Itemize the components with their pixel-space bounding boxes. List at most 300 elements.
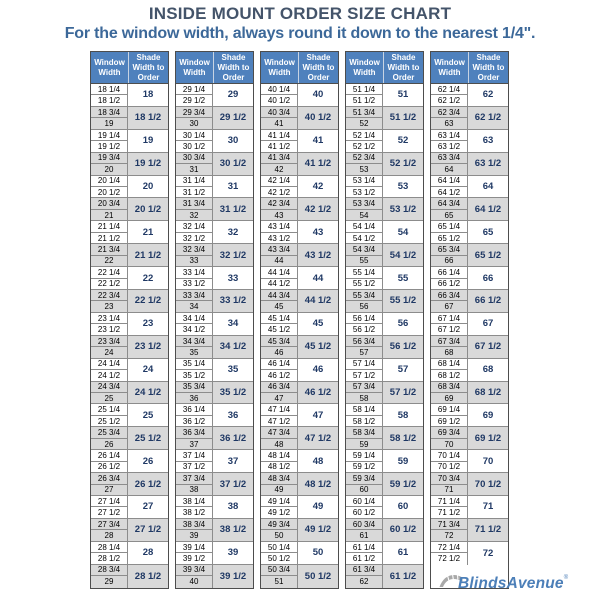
window-width-cell: 63 [431, 118, 468, 129]
shade-width-cell: 50 1/2 [298, 565, 338, 588]
column-header-window-width: Window Width [346, 52, 383, 83]
shade-width-cell: 46 [298, 359, 338, 382]
size-row-pair [176, 313, 253, 336]
size-row-pair [346, 542, 423, 565]
size-row-pair [431, 313, 508, 336]
shade-width-cell: 26 1/2 [128, 473, 168, 496]
shade-width-cell: 50 [298, 542, 338, 565]
shade-width-cell: 55 [383, 267, 423, 290]
shade-width-cell: 67 1/2 [468, 336, 508, 359]
shade-width-cell: 70 1/2 [468, 473, 508, 496]
window-width-cell: 56 1/4 [346, 313, 383, 324]
window-width-cell: 68 1/2 [431, 370, 468, 381]
window-width-column [346, 336, 383, 359]
column-header-window-width: Window Width [431, 52, 468, 83]
shade-width-cell: 53 1/2 [383, 198, 423, 221]
size-row-pair [176, 198, 253, 221]
window-width-cell: 42 1/4 [261, 176, 298, 187]
window-width-column [261, 84, 298, 107]
window-width-column [346, 565, 383, 588]
window-width-column [176, 176, 213, 199]
size-row-pair [346, 496, 423, 519]
window-width-cell: 65 1/4 [431, 221, 468, 232]
window-width-column [176, 565, 213, 588]
shade-width-cell: 33 1/2 [213, 290, 253, 313]
window-width-column [176, 198, 213, 221]
window-width-cell: 27 [91, 485, 128, 496]
group-header [346, 52, 423, 84]
window-width-column [431, 473, 468, 496]
window-width-cell: 50 [261, 530, 298, 541]
shade-width-cell: 52 1/2 [383, 153, 423, 176]
window-width-cell: 36 1/2 [176, 416, 213, 427]
window-width-column [346, 382, 383, 405]
window-width-column [261, 107, 298, 130]
window-width-cell: 64 [431, 164, 468, 175]
size-row-pair [261, 267, 338, 290]
window-width-cell: 35 3/4 [176, 382, 213, 393]
shade-width-cell: 53 [383, 176, 423, 199]
window-width-cell: 21 1/2 [91, 233, 128, 244]
shade-width-cell: 45 1/2 [298, 336, 338, 359]
size-group-3 [260, 51, 339, 589]
window-width-column [431, 496, 468, 519]
window-width-cell: 38 [176, 485, 213, 496]
window-width-column [346, 84, 383, 107]
window-width-cell: 61 1/2 [346, 553, 383, 564]
size-row-pair [346, 359, 423, 382]
window-width-column [261, 473, 298, 496]
window-width-cell: 44 1/2 [261, 279, 298, 290]
window-width-cell: 36 3/4 [176, 427, 213, 438]
window-width-cell: 71 1/4 [431, 496, 468, 507]
table-region [90, 51, 509, 589]
size-row-pair [431, 130, 508, 153]
size-row-pair [261, 221, 338, 244]
shade-width-cell: 58 1/2 [383, 427, 423, 450]
window-width-cell: 30 [176, 118, 213, 129]
window-width-cell: 47 1/2 [261, 416, 298, 427]
window-width-cell: 27 3/4 [91, 519, 128, 530]
window-width-column [431, 84, 468, 107]
shade-width-cell: 19 1/2 [128, 153, 168, 176]
window-width-cell: 62 1/4 [431, 84, 468, 95]
window-width-cell: 24 [91, 347, 128, 358]
window-width-cell: 33 1/4 [176, 267, 213, 278]
size-row-pair [431, 290, 508, 313]
window-width-cell: 38 1/4 [176, 496, 213, 507]
window-width-column [431, 404, 468, 427]
group-header [261, 52, 338, 84]
shade-width-cell: 45 [298, 313, 338, 336]
window-width-cell: 53 3/4 [346, 198, 383, 209]
window-width-cell: 40 3/4 [261, 107, 298, 118]
size-row-pair [261, 313, 338, 336]
window-width-column [346, 359, 383, 382]
window-width-column [91, 336, 128, 359]
window-width-cell: 49 1/4 [261, 496, 298, 507]
window-width-cell: 29 1/4 [176, 84, 213, 95]
window-width-cell: 28 1/4 [91, 542, 128, 553]
window-width-column [176, 153, 213, 176]
shade-width-cell: 44 [298, 267, 338, 290]
size-row-pair [261, 359, 338, 382]
window-width-cell: 35 [176, 347, 213, 358]
window-width-cell: 19 3/4 [91, 153, 128, 164]
window-width-column [346, 290, 383, 313]
shade-width-cell: 23 [128, 313, 168, 336]
window-width-column [176, 359, 213, 382]
size-row-pair [346, 313, 423, 336]
brand-name: BlindsAvenue [458, 575, 564, 592]
window-width-cell: 50 1/4 [261, 542, 298, 553]
size-row-pair [91, 153, 168, 176]
window-width-column [431, 313, 468, 336]
window-width-column [346, 313, 383, 336]
shade-width-cell: 51 [383, 84, 423, 107]
window-width-column [176, 290, 213, 313]
size-row-pair [346, 221, 423, 244]
window-width-column [346, 542, 383, 565]
window-width-column [261, 290, 298, 313]
window-width-cell: 42 1/2 [261, 187, 298, 198]
window-width-cell: 37 1/4 [176, 450, 213, 461]
window-width-column [346, 198, 383, 221]
window-width-column [346, 130, 383, 153]
window-width-column [431, 542, 468, 565]
shade-width-cell: 30 [213, 130, 253, 153]
window-width-cell: 53 [346, 164, 383, 175]
shade-width-cell: 63 [468, 130, 508, 153]
column-header-window-width: Window Width [91, 52, 128, 83]
window-width-column [91, 427, 128, 450]
size-row-pair [91, 221, 168, 244]
size-row-pair [431, 427, 508, 450]
size-row-pair [176, 336, 253, 359]
shade-width-cell: 48 [298, 450, 338, 473]
shade-width-cell: 24 [128, 359, 168, 382]
window-width-column [431, 427, 468, 450]
window-width-column [346, 519, 383, 542]
window-width-cell: 56 3/4 [346, 336, 383, 347]
shade-width-cell: 24 1/2 [128, 382, 168, 405]
window-width-cell: 71 1/2 [431, 507, 468, 518]
size-row-pair [176, 153, 253, 176]
window-width-cell: 30 1/2 [176, 141, 213, 152]
size-row-pair [91, 496, 168, 519]
size-row-pair [431, 404, 508, 427]
size-row-pair [176, 565, 253, 588]
window-width-cell: 43 3/4 [261, 244, 298, 255]
window-width-column [431, 267, 468, 290]
window-width-column [261, 244, 298, 267]
window-width-cell: 19 1/4 [91, 130, 128, 141]
window-width-cell: 68 1/4 [431, 359, 468, 370]
window-width-cell: 23 1/4 [91, 313, 128, 324]
shade-width-cell: 37 1/2 [213, 473, 253, 496]
window-width-cell: 39 3/4 [176, 565, 213, 576]
window-width-cell: 23 1/2 [91, 324, 128, 335]
window-width-cell: 58 [346, 393, 383, 404]
window-width-cell: 64 3/4 [431, 198, 468, 209]
window-width-column [261, 336, 298, 359]
size-row-pair [176, 473, 253, 496]
window-width-cell: 30 1/4 [176, 130, 213, 141]
window-width-cell: 50 1/2 [261, 553, 298, 564]
shade-width-cell: 66 1/2 [468, 290, 508, 313]
size-row-pair [176, 427, 253, 450]
window-width-column [261, 267, 298, 290]
size-row-pair [261, 153, 338, 176]
size-row-pair [346, 107, 423, 130]
window-width-cell: 69 1/4 [431, 404, 468, 415]
window-width-column [261, 427, 298, 450]
window-width-column [176, 519, 213, 542]
shade-width-cell: 38 1/2 [213, 519, 253, 542]
window-width-cell: 60 [346, 485, 383, 496]
registered-mark: ® [563, 575, 569, 581]
column-header-shade-width: Shade Width to Order [383, 52, 423, 83]
window-width-column [176, 450, 213, 473]
window-width-cell: 26 [91, 439, 128, 450]
window-width-column [346, 267, 383, 290]
window-width-cell: 52 [346, 118, 383, 129]
window-width-cell: 41 3/4 [261, 153, 298, 164]
size-row-pair [431, 542, 508, 565]
window-width-column [261, 450, 298, 473]
size-row-pair [431, 382, 508, 405]
size-row-pair [261, 565, 338, 588]
window-width-cell: 57 1/2 [346, 370, 383, 381]
window-width-cell: 51 [261, 576, 298, 587]
shade-width-cell: 49 [298, 496, 338, 519]
window-width-column [261, 519, 298, 542]
window-width-cell: 30 3/4 [176, 153, 213, 164]
window-width-cell: 24 3/4 [91, 382, 128, 393]
shade-width-cell: 36 [213, 404, 253, 427]
shade-width-cell: 59 1/2 [383, 473, 423, 496]
window-width-column [91, 404, 128, 427]
window-width-cell: 65 1/2 [431, 233, 468, 244]
window-width-cell: 72 1/4 [431, 542, 468, 553]
window-width-cell: 46 1/4 [261, 359, 298, 370]
window-width-cell: 52 1/2 [346, 141, 383, 152]
shade-width-cell: 56 1/2 [383, 336, 423, 359]
window-width-cell: 34 1/4 [176, 313, 213, 324]
window-width-column [91, 267, 128, 290]
shade-width-cell: 34 [213, 313, 253, 336]
window-width-cell: 34 3/4 [176, 336, 213, 347]
window-width-cell: 55 [346, 256, 383, 267]
size-row-pair [176, 382, 253, 405]
size-row-pair [261, 176, 338, 199]
shade-width-cell: 41 [298, 130, 338, 153]
shade-width-cell: 39 [213, 542, 253, 565]
size-row-pair [431, 107, 508, 130]
window-width-column [346, 473, 383, 496]
window-width-cell: 66 3/4 [431, 290, 468, 301]
size-row-pair [346, 267, 423, 290]
size-row-pair [91, 542, 168, 565]
window-width-cell: 54 3/4 [346, 244, 383, 255]
shade-width-cell: 25 [128, 404, 168, 427]
window-width-column [431, 336, 468, 359]
column-header-shade-width: Shade Width to Order [213, 52, 253, 83]
size-row-pair [431, 496, 508, 519]
window-width-cell: 52 3/4 [346, 153, 383, 164]
size-row-pair [176, 450, 253, 473]
shade-width-cell: 32 [213, 221, 253, 244]
window-width-column [91, 244, 128, 267]
size-row-pair [176, 244, 253, 267]
window-width-cell: 41 1/2 [261, 141, 298, 152]
size-row-pair [176, 84, 253, 107]
window-width-cell: 22 1/2 [91, 279, 128, 290]
shade-width-cell: 71 1/2 [468, 519, 508, 542]
size-row-pair [176, 542, 253, 565]
window-width-cell: 28 3/4 [91, 565, 128, 576]
window-width-cell: 60 1/4 [346, 496, 383, 507]
size-row-pair [261, 336, 338, 359]
window-width-cell: 57 [346, 347, 383, 358]
window-width-cell: 58 1/2 [346, 416, 383, 427]
window-width-cell: 37 [176, 439, 213, 450]
window-width-cell: 32 1/4 [176, 221, 213, 232]
window-width-column [176, 107, 213, 130]
window-width-cell: 65 3/4 [431, 244, 468, 255]
window-width-column [91, 153, 128, 176]
window-width-cell: 27 1/4 [91, 496, 128, 507]
window-width-column [261, 382, 298, 405]
window-width-cell: 70 [431, 439, 468, 450]
shade-width-cell: 18 1/2 [128, 107, 168, 130]
window-width-cell: 63 1/2 [431, 141, 468, 152]
shade-width-cell: 31 [213, 176, 253, 199]
window-width-cell: 56 [346, 301, 383, 312]
column-header-shade-width: Shade Width to Order [468, 52, 508, 83]
size-row-pair [91, 313, 168, 336]
window-width-cell: 40 1/4 [261, 84, 298, 95]
window-width-column [176, 542, 213, 565]
window-width-cell: 29 [91, 576, 128, 587]
size-row-pair [431, 450, 508, 473]
window-width-column [346, 244, 383, 267]
size-row-pair [176, 496, 253, 519]
size-row-pair [346, 176, 423, 199]
window-width-cell: 21 1/4 [91, 221, 128, 232]
size-row-pair [261, 404, 338, 427]
window-width-column [91, 359, 128, 382]
window-width-cell: 52 1/4 [346, 130, 383, 141]
window-width-cell: 53 1/2 [346, 187, 383, 198]
window-width-column [431, 519, 468, 542]
window-width-cell: 39 1/2 [176, 553, 213, 564]
size-row-pair [91, 450, 168, 473]
window-width-cell: 31 3/4 [176, 198, 213, 209]
shade-width-cell: 36 1/2 [213, 427, 253, 450]
size-row-pair [431, 244, 508, 267]
shade-width-cell: 51 1/2 [383, 107, 423, 130]
size-row-pair [261, 107, 338, 130]
size-row-pair [346, 450, 423, 473]
size-row-pair [91, 267, 168, 290]
group-header [176, 52, 253, 84]
shade-width-cell: 47 1/2 [298, 427, 338, 450]
shade-width-cell: 68 [468, 359, 508, 382]
shade-width-cell: 48 1/2 [298, 473, 338, 496]
size-row-pair [431, 473, 508, 496]
size-row-pair [346, 404, 423, 427]
window-width-cell: 40 1/2 [261, 95, 298, 106]
window-width-cell: 43 [261, 210, 298, 221]
size-group-4 [345, 51, 424, 589]
window-width-cell: 44 [261, 256, 298, 267]
size-group-5 [430, 51, 509, 589]
window-width-cell: 67 [431, 301, 468, 312]
shade-width-cell: 65 1/2 [468, 244, 508, 267]
shade-width-cell: 71 [468, 496, 508, 519]
window-width-column [176, 496, 213, 519]
window-width-column [91, 313, 128, 336]
size-row-pair [261, 542, 338, 565]
window-width-cell: 37 3/4 [176, 473, 213, 484]
size-row-pair [346, 336, 423, 359]
window-width-cell: 50 3/4 [261, 565, 298, 576]
shade-width-cell: 25 1/2 [128, 427, 168, 450]
window-width-cell: 33 [176, 256, 213, 267]
window-width-column [431, 290, 468, 313]
window-width-cell: 29 3/4 [176, 107, 213, 118]
window-width-cell: 19 1/2 [91, 141, 128, 152]
window-width-column [346, 496, 383, 519]
shade-width-cell: 27 1/2 [128, 519, 168, 542]
size-row-pair [431, 198, 508, 221]
shade-width-cell: 38 [213, 496, 253, 519]
shade-width-cell: 70 [468, 450, 508, 473]
shade-width-cell: 58 [383, 404, 423, 427]
shade-width-cell: 65 [468, 221, 508, 244]
window-width-column [261, 221, 298, 244]
window-width-column [346, 404, 383, 427]
window-width-cell: 33 3/4 [176, 290, 213, 301]
shade-width-cell: 29 [213, 84, 253, 107]
window-width-cell: 31 1/4 [176, 176, 213, 187]
window-width-cell: 46 3/4 [261, 382, 298, 393]
shade-width-cell: 19 [128, 130, 168, 153]
window-width-cell: 67 1/4 [431, 313, 468, 324]
shade-width-cell: 18 [128, 84, 168, 107]
window-width-column [91, 130, 128, 153]
window-width-column [261, 565, 298, 588]
window-width-cell: 47 [261, 393, 298, 404]
window-width-cell: 44 3/4 [261, 290, 298, 301]
window-width-cell: 39 1/4 [176, 542, 213, 553]
shade-width-cell: 61 [383, 542, 423, 565]
window-width-cell: 21 3/4 [91, 244, 128, 255]
shade-width-cell: 20 [128, 176, 168, 199]
size-row-pair [261, 427, 338, 450]
size-row-pair [261, 130, 338, 153]
brand-logo [438, 571, 568, 594]
window-width-cell: 23 3/4 [91, 336, 128, 347]
window-width-cell: 40 [176, 576, 213, 587]
size-row-pair [346, 565, 423, 588]
shade-width-cell: 21 1/2 [128, 244, 168, 267]
window-width-cell: 66 1/4 [431, 267, 468, 278]
window-width-column [176, 244, 213, 267]
shade-width-cell: 40 [298, 84, 338, 107]
window-width-cell: 24 1/4 [91, 359, 128, 370]
